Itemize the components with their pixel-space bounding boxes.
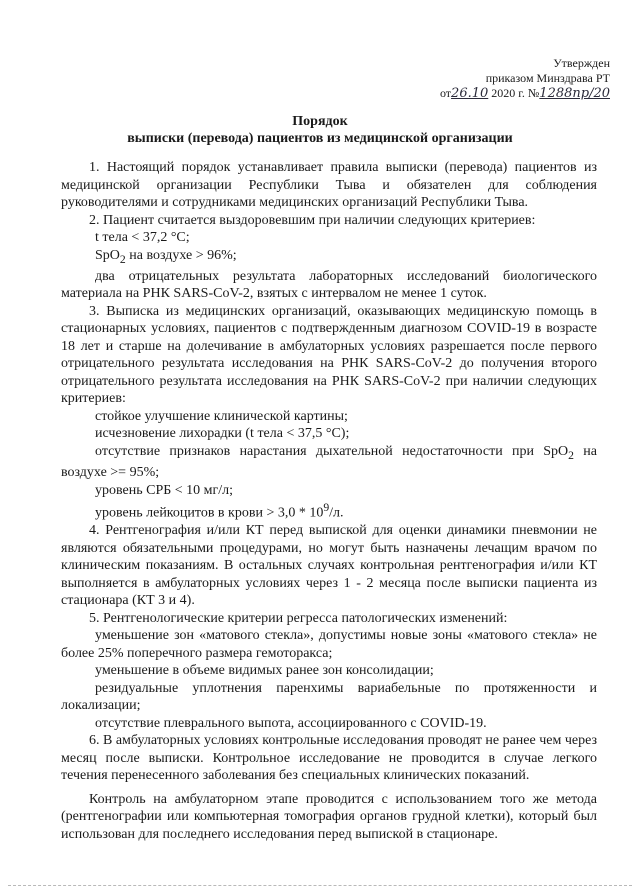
approval-stamp (440, 56, 610, 101)
leukocytes-unit: /л. (329, 505, 344, 521)
spo2-subscript: 2 (119, 252, 126, 266)
section-6: 6. В амбулаторных условиях контрольные исследования проводят не ранее чем через месяц после выписки. Контрольное исследование не проводится в случае легкого течения перенесенного заболевания без специальных клинических показаний. (61, 733, 597, 784)
criterion-clinical: стойкое улучшение клинической картины; (95, 408, 348, 424)
criterion-lab-tests: два отрицательных результата лабораторных исследований биологического материала на РНК SARS-CoV-2, взятых с интервалом не менее 1 суток. (61, 268, 597, 302)
approval-line-1: Утвержден (553, 56, 610, 70)
criterion-leukocytes (61, 499, 597, 522)
section-5: 5. Рентгенологические критерии регресса патологических изменений: (89, 610, 508, 626)
section-1: 1. Настоящий порядок устанавливает правила выписки (перевода) пациентов из медицинской организации Республики Тыва и обязателен для соблюдения руководителями и сотрудниками медицинских организаций Республики Тыва. (61, 160, 597, 210)
handwritten-date: 26.10 (451, 86, 489, 101)
section-3: 3. Выписка из медицинских организаций, оказывающих медицинскую помощь в стационарных условиях, пациентов с подтвержденным диагнозом COVID-19 в возрасте 18 лет и старше на долечивание в амбулаторных условиях разрешается после первого отрицательного результата исследования на РНК SARS-CoV-2 до получения второго отрицательного результата исследования на РНК SARS-CoV-2 при наличии следующих критериев: (61, 303, 597, 407)
criterion-fever: исчезновение лихорадки (t тела < 37,5 °C); (95, 426, 350, 442)
approval-line-2: приказом Минздрава РТ (485, 71, 610, 85)
control-paragraph: Контроль на амбулаторном этапе проводится с использованием того же метода (рентгенографии или компьютерная томография органов грудной клетки), который был использован для последнего исследования перед выпиской в стационаре. (61, 791, 597, 842)
document-body (61, 159, 597, 843)
xray-criterion-2: уменьшение в объеме видимых ранее зон консолидации; (95, 663, 434, 679)
xray-criterion-4: отсутствие плеврального выпота, ассоциированного с COVID-19. (95, 715, 487, 731)
criterion-spo2 (61, 247, 597, 268)
leukocytes-text: уровень лейкоцитов в крови > 3,0 * 10 (95, 505, 324, 521)
spo2-label: SpO (95, 247, 120, 263)
scan-edge-line (8, 885, 632, 886)
respiratory-value: на воздухе >= 95%; (61, 443, 597, 481)
section-2: 2. Пациент считается выздоровевшим при наличии следующих критериев: (89, 212, 536, 228)
criterion-respiratory (61, 443, 597, 482)
criterion-crp: уровень СРБ < 10 мг/л; (95, 482, 234, 498)
approval-from: от (439, 86, 452, 100)
leukocytes-exponent: 9 (323, 501, 330, 515)
xray-criterion-1: уменьшение зон «матового стекла», допустимы новые зоны «матового стекла» не более 25% поперечного размера гемоторакса; (61, 628, 597, 661)
handwritten-number: 1288пр/20 (539, 86, 610, 101)
section-4: 4. Рентгенография и/или КТ перед выпиской для оценки динамики пневмонии не являются обязательными процедурами, но могут быть назначены лечащим врачом по клиническим показаниям. В остальных случаях контрольная рентгенография и/или КТ выполняется в амбулаторных условиях через 1 - 2 месяца после выписки пациента из стационара (КТ 3 и 4). (61, 523, 597, 609)
respiratory-subscript: 2 (568, 448, 574, 462)
xray-criterion-3: резидуальные уплотнения паренхимы вариабельные по протяженности и локализации; (61, 680, 597, 714)
approval-line-3 (440, 86, 610, 101)
document-title: Порядок (292, 114, 348, 129)
criterion-temperature: t тела < 37,2 °C; (95, 230, 190, 245)
spo2-value: на воздухе > 96%; (125, 247, 237, 263)
document-subtitle: выписки (перевода) пациентов из медицинской организации (127, 131, 513, 146)
approval-year: 2020 г. № (491, 86, 540, 100)
respiratory-text: отсутствие признаков нарастания дыхательной недостаточности при SpO (95, 443, 569, 459)
